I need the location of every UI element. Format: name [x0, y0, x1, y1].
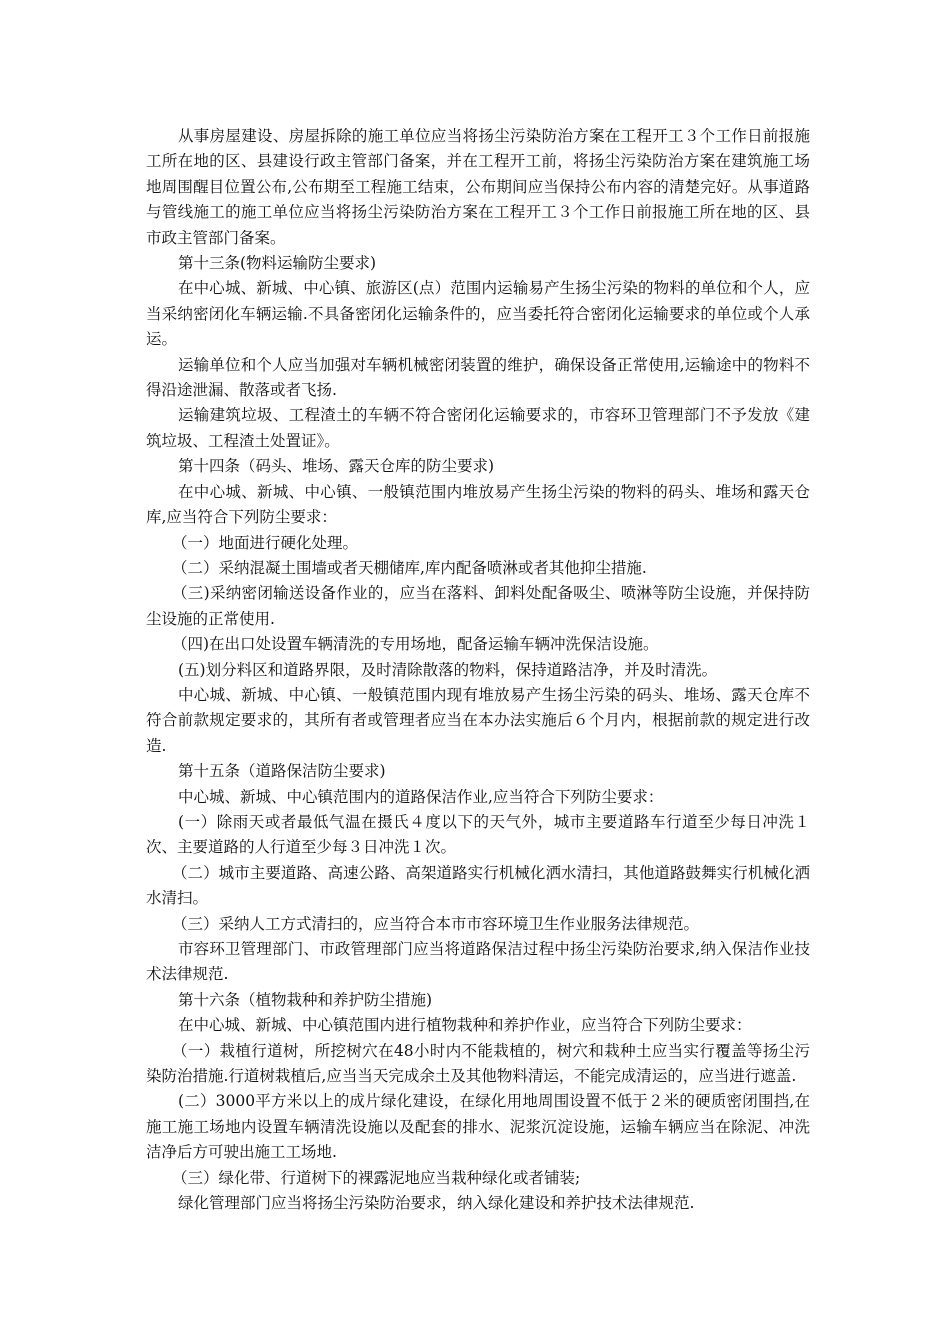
list-item-15-2: （二）城市主要道路、高速公路、高架道路实行机械化洒水清扫，其他道路鼓舞实行机械化洒水清扫。	[146, 863, 810, 908]
list-item-14-1: （一）地面进行硬化处理。	[172, 533, 359, 552]
list-item-16-1: （一）栽植行道树，所挖树穴在48小时内不能栽植的，树穴和栽种土应当实行覆盖等扬尘污染防治措施.行道树栽植后,应当当天完成余土及其他物料清运，不能完成清运的，应当进行遮盖.	[146, 1041, 810, 1086]
paragraph-storage-requirements: 在中心城、新城、中心镇、一般镇范围内堆放易产生扬尘污染的物料的码头、堆场和露天仓库,应当符合下列防尘要求：	[146, 482, 810, 527]
paragraph-planting-requirements: 在中心城、新城、中心镇范围内进行植物栽种和养护作业，应当符合下列防尘要求：	[178, 1016, 752, 1035]
list-item-14-2: （二）采纳混凝土围墙或者天棚储库,库内配备喷淋或者其他抑尘措施.	[172, 558, 647, 577]
paragraph-road-cleaning: 中心城、新城、中心镇范围内的道路保洁作业,应当符合下列防尘要求：	[178, 787, 664, 806]
article-15-heading: 第十五条（道路保洁防尘要求)	[178, 762, 386, 781]
list-item-16-2: (二）3000平方米以上的成片绿化建设，在绿化用地周围设置不低于２米的硬质密闭围挡,在施工施工场地内设置车辆清洗设施以及配套的排水、泥浆沉淀设施，运输车辆应当在除泥、冲洗洁净后方可驶出施工工场地.	[146, 1092, 810, 1162]
document-body	[146, 124, 810, 1216]
list-item-15-3: （三）采纳人工方式清扫的，应当符合本市市容环境卫生作业服务法律规范。	[172, 914, 700, 933]
paragraph-disposal-permit: 运输建筑垃圾、工程渣土的车辆不符合密闭化运输要求的，市容环卫管理部门不予发放《建筑垃圾、工程渣土处置证》。	[146, 406, 810, 450]
paragraph-vehicle-maintenance: 运输单位和个人应当加强对车辆机械密闭装置的维护，确保设备正常使用,运输途中的物料不得沿途泄漏、散落或者飞扬.	[146, 355, 810, 400]
article-16-heading: 第十六条（植物栽种和养护防尘措施)	[178, 990, 433, 1009]
list-item-14-4: （四)在出口处设置车辆清洗的专用场地，配备运输车辆冲洗保洁设施。	[172, 635, 659, 654]
paragraph-dust-plan-filing: 从事房屋建设、房屋拆除的施工单位应当将扬尘污染防治方案在工程开工３个工作日前报施工所在地的区、县建设行政主管部门备案，并在工程开工前，将扬尘污染防治方案在建筑施工场地周围醒目位置公布,公布期至工程施工结束，公布期间应当保持公布内容的清楚完好。从事道路与管线施工的施工单位应当将扬尘污染防治方案在工程开工３个工作日前报施工所在地的区、县市政主管部门备案。	[146, 127, 810, 247]
paragraph-sealed-transport: 在中心城、新城、中心镇、旅游区(点）范围内运输易产生扬尘污染的物料的单位和个人，应当采纳密闭化车辆运输.不具备密闭化运输条件的，应当委托符合密闭化运输要求的单位或个人承运。	[146, 279, 810, 349]
list-item-15-1: (一）除雨天或者最低气温在摄氏４度以下的天气外，城市主要道路车行道至少每日冲洗１次、主要道路的人行道至少每３日冲洗１次。	[146, 812, 810, 857]
list-item-14-5: (五)划分料区和道路界限，及时清除散落的物料，保持道路洁净，并及时清洗。	[178, 660, 718, 679]
article-13-heading: 第十三条(物料运输防尘要求)	[178, 254, 377, 273]
article-14-heading: 第十四条（码头、堆场、露天仓库的防尘要求)	[178, 457, 495, 476]
list-item-16-3: （三）绿化带、行道树下的裸露泥地应当栽种绿化或者铺装;	[172, 1168, 581, 1187]
paragraph-retrofit-deadline: 中心城、新城、中心镇、一般镇范围内现有堆放易产生扬尘污染的码头、堆场、露天仓库不符合前款规定要求的，其所有者或管理者应当在本办法实施后６个月内，根据前款的规定进行改造.	[146, 685, 810, 755]
paragraph-cleaning-standards: 市容环卫管理部门、市政管理部门应当将道路保洁过程中扬尘污染防治要求,纳入保洁作业技术法律规范.	[146, 940, 810, 984]
list-item-14-3: （三)采纳密闭输送设备作业的，应当在落料、卸料处配备吸尘、喷淋等防尘设施，并保持防尘设施的正常使用.	[146, 584, 810, 628]
paragraph-greening-standards: 绿化管理部门应当将扬尘污染防治要求，纳入绿化建设和养护技术法律规范.	[178, 1194, 695, 1213]
